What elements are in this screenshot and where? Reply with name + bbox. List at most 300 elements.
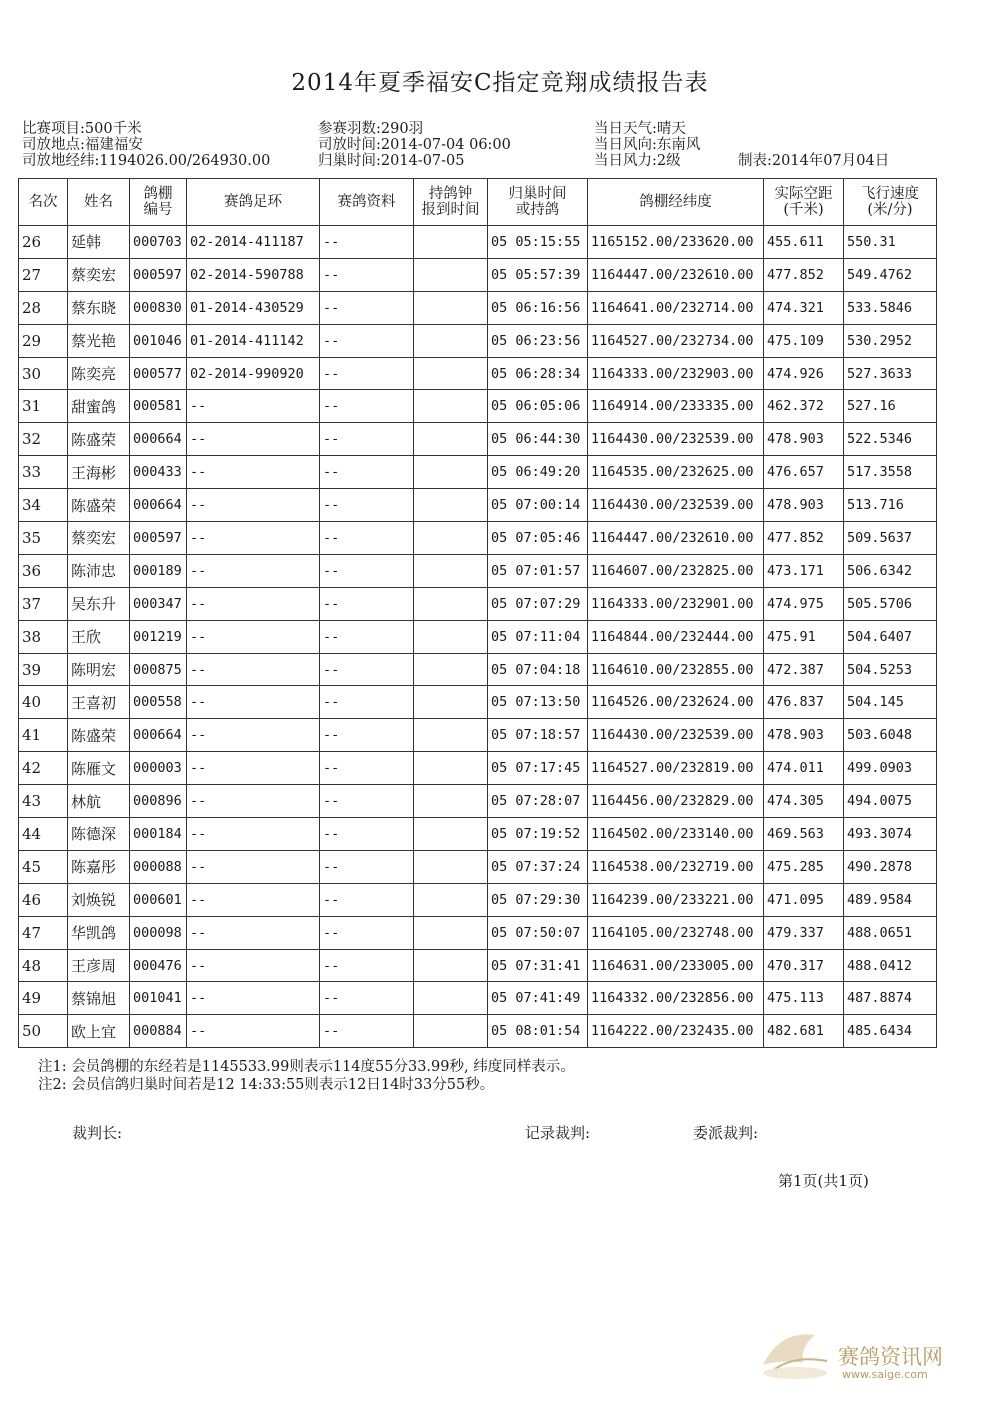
ring-cell: 02-2014-990920 <box>187 357 320 390</box>
name-cell: 蔡奕宏 <box>68 522 130 555</box>
meta-event-label: 比赛项目: <box>22 121 85 137</box>
speed-cell: 504.6407 <box>844 620 937 653</box>
clock-cell <box>414 522 488 555</box>
loft-id-cell: 000703 <box>130 226 187 259</box>
header-coord: 鸽棚经纬度 <box>588 179 764 226</box>
meta-weather-label: 当日天气: <box>594 121 657 137</box>
info-cell: -- <box>320 489 414 522</box>
meta-made-label: 制表: <box>738 153 772 169</box>
clock-cell <box>414 752 488 785</box>
name-cell: 吴东升 <box>68 587 130 620</box>
loft-id-cell: 000577 <box>130 357 187 390</box>
info-cell: -- <box>320 554 414 587</box>
table-header-row <box>19 179 937 226</box>
rank-cell: 33 <box>19 456 68 489</box>
table-row <box>19 850 937 883</box>
clock-cell <box>414 554 488 587</box>
distance-cell: 462.372 <box>764 390 844 423</box>
speed-cell: 499.0903 <box>844 752 937 785</box>
info-cell: -- <box>320 390 414 423</box>
rank-cell: 35 <box>19 522 68 555</box>
ring-cell: -- <box>187 883 320 916</box>
loft-id-cell: 000476 <box>130 949 187 982</box>
info-cell: -- <box>320 258 414 291</box>
distance-cell: 470.317 <box>764 949 844 982</box>
info-cell: -- <box>320 291 414 324</box>
loft-id-cell: 000189 <box>130 554 187 587</box>
chief-referee-label: 裁判长: <box>72 1124 123 1142</box>
table-row <box>19 226 937 259</box>
page-number: 第1页(共1页) <box>778 1172 869 1190</box>
distance-cell: 455.611 <box>764 226 844 259</box>
arrival-cell: 05 06:49:20 <box>488 456 588 489</box>
meta-release-time-value: 2014-07-04 06:00 <box>380 137 511 153</box>
rank-cell: 42 <box>19 752 68 785</box>
clock-cell <box>414 949 488 982</box>
header-name: 姓名 <box>68 179 130 226</box>
meta-weather <box>594 121 686 137</box>
meta-return-time-label: 归巢时间: <box>318 153 381 169</box>
loft-id-cell: 000003 <box>130 752 187 785</box>
meta-entries <box>318 121 423 137</box>
speed-cell: 494.0075 <box>844 785 937 818</box>
table-row <box>19 949 937 982</box>
arrival-cell: 05 06:16:56 <box>488 291 588 324</box>
name-cell: 蔡东晓 <box>68 291 130 324</box>
header-loft-id: 鸽棚 编号 <box>130 179 187 226</box>
loft-id-cell: 000098 <box>130 916 187 949</box>
arrival-cell: 05 07:31:41 <box>488 949 588 982</box>
rank-cell: 41 <box>19 719 68 752</box>
table-row <box>19 258 937 291</box>
rank-cell: 49 <box>19 982 68 1015</box>
name-cell: 陈盛荣 <box>68 719 130 752</box>
clock-cell <box>414 357 488 390</box>
name-cell: 蔡锦旭 <box>68 982 130 1015</box>
info-cell: -- <box>320 1015 414 1048</box>
rank-cell: 39 <box>19 653 68 686</box>
arrival-cell: 05 07:01:57 <box>488 554 588 587</box>
arrival-cell: 05 05:57:39 <box>488 258 588 291</box>
coord-cell: 1164430.00/232539.00 <box>588 719 764 752</box>
rank-cell: 44 <box>19 818 68 851</box>
meta-wind-dir-value: 东南风 <box>656 137 701 153</box>
table-row <box>19 916 937 949</box>
loft-id-cell: 000347 <box>130 587 187 620</box>
table-row <box>19 423 937 456</box>
note-2: 注2: 会员信鸽归巢时间若是12 14:33:55则表示12日14时33分55秒。 <box>38 1077 495 1093</box>
ring-cell: -- <box>187 423 320 456</box>
coord-cell: 1164535.00/232625.00 <box>588 456 764 489</box>
table-row <box>19 1015 937 1048</box>
distance-cell: 477.852 <box>764 522 844 555</box>
table-row <box>19 653 937 686</box>
distance-cell: 475.113 <box>764 982 844 1015</box>
header-rank: 名次 <box>19 179 68 226</box>
speed-cell: 527.16 <box>844 390 937 423</box>
meta-release-coord-value: 1194026.00/264930.00 <box>99 153 271 169</box>
speed-cell: 488.0412 <box>844 949 937 982</box>
coord-cell: 1164607.00/232825.00 <box>588 554 764 587</box>
arrival-cell: 05 07:37:24 <box>488 850 588 883</box>
distance-cell: 469.563 <box>764 818 844 851</box>
header-distance: 实际空距 (千米) <box>764 179 844 226</box>
table-row <box>19 489 937 522</box>
ring-cell: -- <box>187 489 320 522</box>
watermark-url: www.saige.com <box>842 1368 928 1381</box>
arrival-cell: 05 07:07:29 <box>488 587 588 620</box>
ring-cell: 02-2014-411187 <box>187 226 320 259</box>
name-cell: 陈德深 <box>68 818 130 851</box>
coord-cell: 1164333.00/232901.00 <box>588 587 764 620</box>
table-row <box>19 324 937 357</box>
rank-cell: 50 <box>19 1015 68 1048</box>
clock-cell <box>414 226 488 259</box>
info-cell: -- <box>320 949 414 982</box>
ring-cell: -- <box>187 916 320 949</box>
meta-event <box>22 121 142 137</box>
name-cell: 陈盛荣 <box>68 489 130 522</box>
loft-id-cell: 000601 <box>130 883 187 916</box>
notes <box>38 1058 575 1094</box>
table-row <box>19 522 937 555</box>
distance-cell: 475.109 <box>764 324 844 357</box>
rank-cell: 26 <box>19 226 68 259</box>
loft-id-cell: 000664 <box>130 489 187 522</box>
rank-cell: 46 <box>19 883 68 916</box>
speed-cell: 493.3074 <box>844 818 937 851</box>
meta-return-time-value: 2014-07-05 <box>380 153 465 169</box>
ring-cell: -- <box>187 653 320 686</box>
name-cell: 林航 <box>68 785 130 818</box>
meta-release-place-value: 福建福安 <box>84 137 143 153</box>
distance-cell: 474.305 <box>764 785 844 818</box>
clock-cell <box>414 686 488 719</box>
arrival-cell: 05 07:04:18 <box>488 653 588 686</box>
coord-cell: 1164631.00/233005.00 <box>588 949 764 982</box>
coord-cell: 1164447.00/232610.00 <box>588 258 764 291</box>
name-cell: 甜蜜鸽 <box>68 390 130 423</box>
ring-cell: -- <box>187 554 320 587</box>
rank-cell: 37 <box>19 587 68 620</box>
arrival-cell: 05 07:05:46 <box>488 522 588 555</box>
clock-cell <box>414 1015 488 1048</box>
clock-cell <box>414 850 488 883</box>
clock-cell <box>414 620 488 653</box>
rank-cell: 48 <box>19 949 68 982</box>
arrival-cell: 05 06:44:30 <box>488 423 588 456</box>
name-cell: 蔡奕宏 <box>68 258 130 291</box>
speed-cell: 513.716 <box>844 489 937 522</box>
distance-cell: 476.837 <box>764 686 844 719</box>
distance-cell: 471.095 <box>764 883 844 916</box>
table-row <box>19 554 937 587</box>
info-cell: -- <box>320 686 414 719</box>
arrival-cell: 05 07:28:07 <box>488 785 588 818</box>
coord-cell: 1164610.00/232855.00 <box>588 653 764 686</box>
table-row <box>19 357 937 390</box>
clock-cell <box>414 423 488 456</box>
coord-cell: 1164333.00/232903.00 <box>588 357 764 390</box>
meta-made-value: 2014年07月04日 <box>771 153 890 169</box>
meta-wind-force-value: 2级 <box>656 153 681 169</box>
meta-release-time <box>318 137 511 153</box>
clock-cell <box>414 818 488 851</box>
table-row <box>19 686 937 719</box>
loft-id-cell: 001041 <box>130 982 187 1015</box>
speed-cell: 527.3633 <box>844 357 937 390</box>
loft-id-cell: 000830 <box>130 291 187 324</box>
name-cell: 刘焕锐 <box>68 883 130 916</box>
header-clock: 持鸽钟 报到时间 <box>414 179 488 226</box>
distance-cell: 472.387 <box>764 653 844 686</box>
distance-cell: 474.975 <box>764 587 844 620</box>
arrival-cell: 05 07:18:57 <box>488 719 588 752</box>
report-title: 2014年夏季福安C指定竞翔成绩报告表 <box>291 70 709 96</box>
ring-cell: 01-2014-430529 <box>187 291 320 324</box>
name-cell: 王海彬 <box>68 456 130 489</box>
table-row <box>19 620 937 653</box>
arrival-cell: 05 06:28:34 <box>488 357 588 390</box>
arrival-cell: 05 07:11:04 <box>488 620 588 653</box>
header-arrival: 归巢时间 或持鸽 <box>488 179 588 226</box>
arrival-cell: 05 07:50:07 <box>488 916 588 949</box>
info-cell: -- <box>320 982 414 1015</box>
speed-cell: 488.0651 <box>844 916 937 949</box>
rank-cell: 30 <box>19 357 68 390</box>
coord-cell: 1164105.00/232748.00 <box>588 916 764 949</box>
clock-cell <box>414 653 488 686</box>
meta-weather-value: 晴天 <box>656 121 686 137</box>
coord-cell: 1164527.00/232819.00 <box>588 752 764 785</box>
name-cell: 陈奕亮 <box>68 357 130 390</box>
info-cell: -- <box>320 357 414 390</box>
speed-cell: 489.9584 <box>844 883 937 916</box>
name-cell: 华凯鸽 <box>68 916 130 949</box>
speed-cell: 505.5706 <box>844 587 937 620</box>
info-cell: -- <box>320 653 414 686</box>
loft-id-cell: 000597 <box>130 258 187 291</box>
meta-release-coord-label: 司放地经纬: <box>22 153 100 169</box>
table-row <box>19 456 937 489</box>
loft-id-cell: 000896 <box>130 785 187 818</box>
rank-cell: 32 <box>19 423 68 456</box>
coord-cell: 1164914.00/233335.00 <box>588 390 764 423</box>
coord-cell: 1164641.00/232714.00 <box>588 291 764 324</box>
arrival-cell: 05 07:00:14 <box>488 489 588 522</box>
coord-cell: 1164222.00/232435.00 <box>588 1015 764 1048</box>
ring-cell: -- <box>187 522 320 555</box>
name-cell: 王欣 <box>68 620 130 653</box>
rank-cell: 47 <box>19 916 68 949</box>
info-cell: -- <box>320 587 414 620</box>
arrival-cell: 05 07:17:45 <box>488 752 588 785</box>
distance-cell: 475.91 <box>764 620 844 653</box>
info-cell: -- <box>320 818 414 851</box>
recorder-referee-label: 记录裁判: <box>525 1124 591 1142</box>
meta-release-place <box>22 137 143 153</box>
distance-cell: 474.926 <box>764 357 844 390</box>
clock-cell <box>414 456 488 489</box>
table-row <box>19 390 937 423</box>
loft-id-cell: 000664 <box>130 719 187 752</box>
clock-cell <box>414 719 488 752</box>
loft-id-cell: 000558 <box>130 686 187 719</box>
coord-cell: 1164844.00/232444.00 <box>588 620 764 653</box>
ring-cell: -- <box>187 949 320 982</box>
ring-cell: -- <box>187 587 320 620</box>
coord-cell: 1164430.00/232539.00 <box>588 489 764 522</box>
table-row <box>19 587 937 620</box>
ring-cell: -- <box>187 686 320 719</box>
coord-cell: 1164502.00/233140.00 <box>588 818 764 851</box>
speed-cell: 504.145 <box>844 686 937 719</box>
note-1: 注1: 会员鸽棚的东经若是1145533.99则表示114度55分33.99秒, 纬度同样表示。 <box>38 1059 575 1075</box>
loft-id-cell: 001219 <box>130 620 187 653</box>
name-cell: 延韩 <box>68 226 130 259</box>
arrival-cell: 05 06:23:56 <box>488 324 588 357</box>
meta-release-place-label: 司放地点: <box>22 137 85 153</box>
meta-entries-label: 参赛羽数: <box>318 121 381 137</box>
clock-cell <box>414 883 488 916</box>
rank-cell: 31 <box>19 390 68 423</box>
meta-wind-dir <box>594 137 700 153</box>
header-ring: 赛鸽足环 <box>187 179 320 226</box>
loft-id-cell: 000664 <box>130 423 187 456</box>
results-table <box>18 178 937 1048</box>
arrival-cell: 05 08:01:54 <box>488 1015 588 1048</box>
info-cell: -- <box>320 423 414 456</box>
ring-cell: -- <box>187 719 320 752</box>
ring-cell: -- <box>187 752 320 785</box>
arrival-cell: 05 06:05:06 <box>488 390 588 423</box>
loft-id-cell: 000875 <box>130 653 187 686</box>
table-row <box>19 719 937 752</box>
coord-cell: 1164430.00/232539.00 <box>588 423 764 456</box>
arrival-cell: 05 05:15:55 <box>488 226 588 259</box>
speed-cell: 533.5846 <box>844 291 937 324</box>
arrival-cell: 05 07:13:50 <box>488 686 588 719</box>
clock-cell <box>414 390 488 423</box>
distance-cell: 478.903 <box>764 719 844 752</box>
meta-entries-value: 290羽 <box>380 121 424 137</box>
speed-cell: 485.6434 <box>844 1015 937 1048</box>
distance-cell: 479.337 <box>764 916 844 949</box>
table-row <box>19 982 937 1015</box>
distance-cell: 478.903 <box>764 489 844 522</box>
ring-cell: -- <box>187 620 320 653</box>
table-row <box>19 752 937 785</box>
speed-cell: 503.6048 <box>844 719 937 752</box>
rank-cell: 34 <box>19 489 68 522</box>
meta-event-value: 500千米 <box>84 121 142 137</box>
name-cell: 陈嘉彤 <box>68 850 130 883</box>
speed-cell: 550.31 <box>844 226 937 259</box>
ring-cell: 02-2014-590788 <box>187 258 320 291</box>
info-cell: -- <box>320 226 414 259</box>
meta-wind-force-label: 当日风力: <box>594 153 657 169</box>
info-cell: -- <box>320 850 414 883</box>
coord-cell: 1164456.00/232829.00 <box>588 785 764 818</box>
table-row <box>19 785 937 818</box>
name-cell: 陈盛荣 <box>68 423 130 456</box>
speed-cell: 506.6342 <box>844 554 937 587</box>
distance-cell: 474.011 <box>764 752 844 785</box>
loft-id-cell: 000884 <box>130 1015 187 1048</box>
info-cell: -- <box>320 752 414 785</box>
clock-cell <box>414 258 488 291</box>
ring-cell: -- <box>187 785 320 818</box>
loft-id-cell: 000581 <box>130 390 187 423</box>
clock-cell <box>414 291 488 324</box>
ring-cell: -- <box>187 456 320 489</box>
ring-cell: -- <box>187 982 320 1015</box>
ring-cell: -- <box>187 1015 320 1048</box>
loft-id-cell: 000088 <box>130 850 187 883</box>
speed-cell: 504.5253 <box>844 653 937 686</box>
name-cell: 蔡光艳 <box>68 324 130 357</box>
distance-cell: 476.657 <box>764 456 844 489</box>
rank-cell: 43 <box>19 785 68 818</box>
distance-cell: 482.681 <box>764 1015 844 1048</box>
meta-made <box>738 153 889 169</box>
delegate-referee-label: 委派裁判: <box>693 1124 759 1142</box>
clock-cell <box>414 324 488 357</box>
ring-cell: -- <box>187 850 320 883</box>
speed-cell: 517.3558 <box>844 456 937 489</box>
loft-id-cell: 000597 <box>130 522 187 555</box>
name-cell: 陈沛忠 <box>68 554 130 587</box>
rank-cell: 36 <box>19 554 68 587</box>
coord-cell: 1164527.00/232734.00 <box>588 324 764 357</box>
coord-cell: 1164447.00/232610.00 <box>588 522 764 555</box>
table-row <box>19 883 937 916</box>
rank-cell: 29 <box>19 324 68 357</box>
clock-cell <box>414 785 488 818</box>
name-cell: 陈明宏 <box>68 653 130 686</box>
coord-cell: 1164332.00/232856.00 <box>588 982 764 1015</box>
loft-id-cell: 000433 <box>130 456 187 489</box>
ring-cell: -- <box>187 390 320 423</box>
info-cell: -- <box>320 456 414 489</box>
rank-cell: 38 <box>19 620 68 653</box>
rank-cell: 28 <box>19 291 68 324</box>
speed-cell: 549.4762 <box>844 258 937 291</box>
speed-cell: 530.2952 <box>844 324 937 357</box>
table-row <box>19 291 937 324</box>
rank-cell: 27 <box>19 258 68 291</box>
ring-cell: -- <box>187 818 320 851</box>
arrival-cell: 05 07:41:49 <box>488 982 588 1015</box>
info-cell: -- <box>320 916 414 949</box>
speed-cell: 522.5346 <box>844 423 937 456</box>
loft-id-cell: 001046 <box>130 324 187 357</box>
name-cell: 陈雁文 <box>68 752 130 785</box>
meta-return-time <box>318 153 465 169</box>
speed-cell: 490.2878 <box>844 850 937 883</box>
coord-cell: 1164526.00/232624.00 <box>588 686 764 719</box>
arrival-cell: 05 07:19:52 <box>488 818 588 851</box>
name-cell: 欧上宜 <box>68 1015 130 1048</box>
speed-cell: 487.8874 <box>844 982 937 1015</box>
distance-cell: 474.321 <box>764 291 844 324</box>
header-info: 赛鸽资料 <box>320 179 414 226</box>
meta-wind-force <box>594 153 681 169</box>
info-cell: -- <box>320 324 414 357</box>
clock-cell <box>414 916 488 949</box>
rank-cell: 45 <box>19 850 68 883</box>
speed-cell: 509.5637 <box>844 522 937 555</box>
